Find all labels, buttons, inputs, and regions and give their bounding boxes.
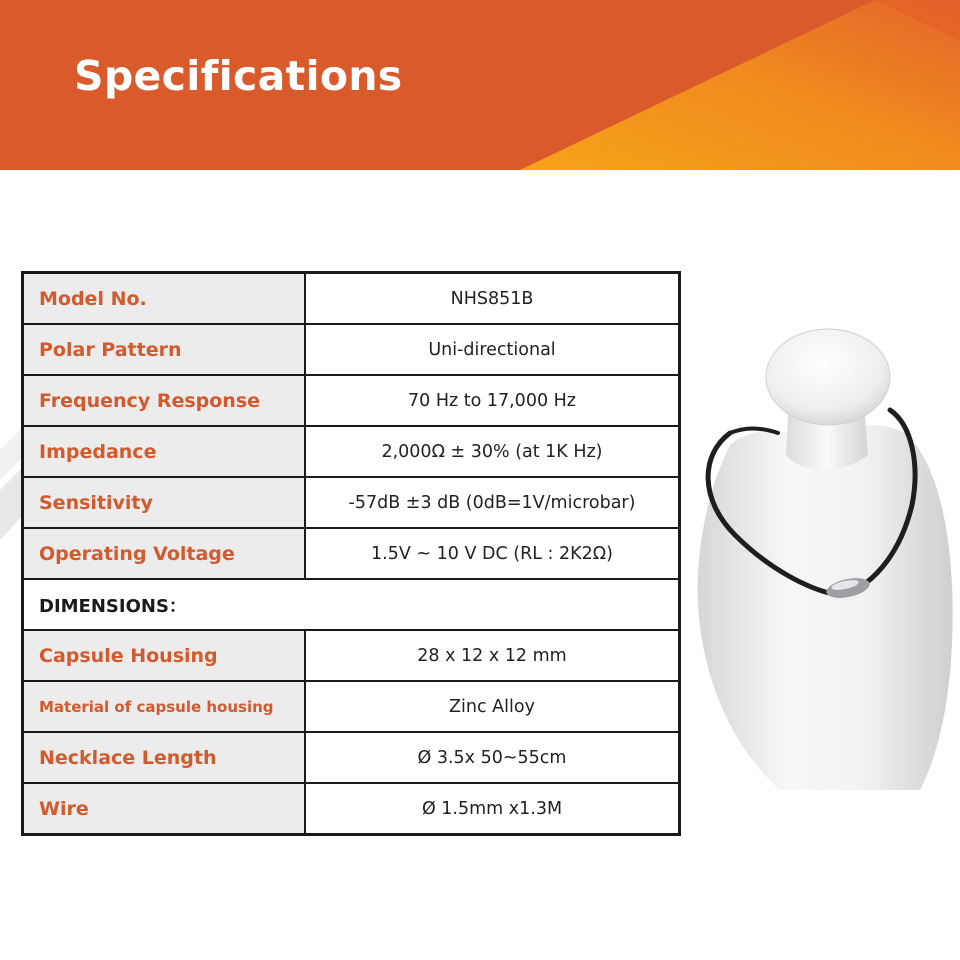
spec-label: Frequency Response <box>23 375 306 426</box>
table-row <box>23 477 680 528</box>
table-row <box>23 273 680 325</box>
spec-value: Uni-directional <box>305 324 680 375</box>
spec-value: 2,000Ω ± 30% (at 1K Hz) <box>305 426 680 477</box>
spec-value: Zinc Alloy <box>305 681 680 732</box>
table-row <box>23 681 680 732</box>
table-row <box>23 375 680 426</box>
spec-label: Material of capsule housing <box>23 681 306 732</box>
dimensions-heading: DIMENSIONS： <box>23 579 680 630</box>
dimensions-header-row <box>23 579 680 630</box>
table-row <box>23 528 680 579</box>
spec-value: -57dB ±3 dB (0dB=1V/microbar) <box>305 477 680 528</box>
spec-label: Capsule Housing <box>23 630 306 681</box>
spec-label: Polar Pattern <box>23 324 306 375</box>
spec-label: Necklace Length <box>23 732 306 783</box>
table-row <box>23 324 680 375</box>
spec-value: 1.5V ~ 10 V DC (RL : 2K2Ω) <box>305 528 680 579</box>
table-row <box>23 783 680 835</box>
page-title: Specifications <box>74 52 403 100</box>
spec-value: 28 x 12 x 12 mm <box>305 630 680 681</box>
spec-value: NHS851B <box>305 273 680 325</box>
spec-label: Sensitivity <box>23 477 306 528</box>
spec-label: Wire <box>23 783 306 835</box>
table-row <box>23 630 680 681</box>
spec-label: Operating Voltage <box>23 528 306 579</box>
spec-value: Ø 1.5mm x1.3M <box>305 783 680 835</box>
spec-value: 70 Hz to 17,000 Hz <box>305 375 680 426</box>
necklace-on-bust-image <box>690 315 960 795</box>
spec-label: Impedance <box>23 426 306 477</box>
spec-label: Model No. <box>23 273 306 325</box>
table-row <box>23 426 680 477</box>
spec-value: Ø 3.5x 50~55cm <box>305 732 680 783</box>
header-banner <box>0 0 960 170</box>
spec-table <box>21 271 681 836</box>
table-row <box>23 732 680 783</box>
